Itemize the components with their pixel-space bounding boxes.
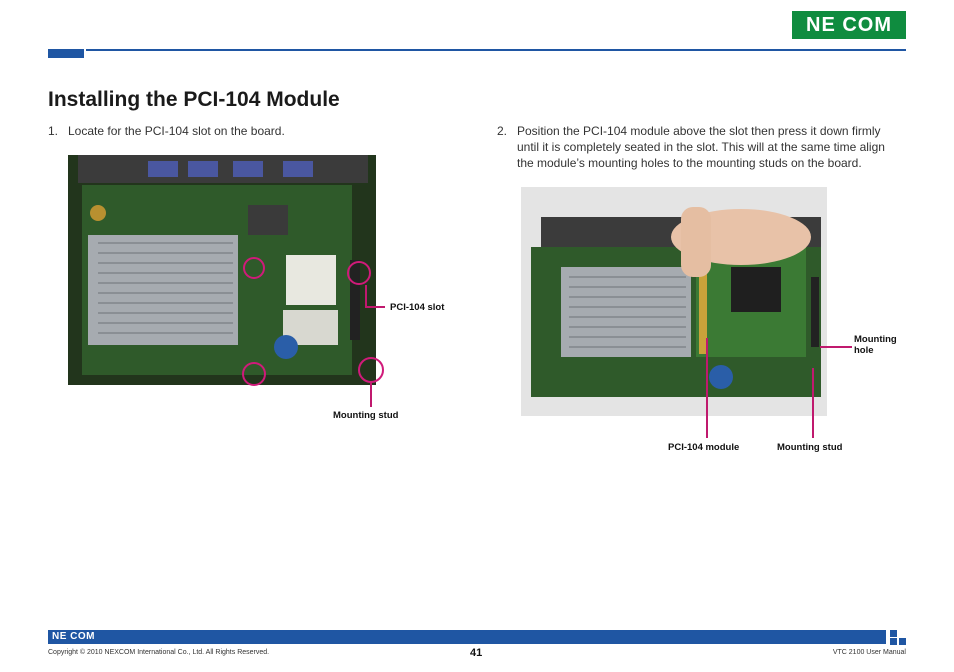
mounting-stud-marker xyxy=(358,357,384,383)
mounting-stud-marker xyxy=(243,257,265,279)
page-number: 41 xyxy=(470,647,483,659)
stud-leader-line xyxy=(812,368,814,438)
nexcom-logo xyxy=(792,11,906,39)
logo-text: NE COM xyxy=(806,13,892,36)
hole-leader-line xyxy=(820,346,852,348)
step-text-line-2: until it is completely seated in the slot. This will at the same time align xyxy=(517,140,885,154)
step-text-line-3: the module’s mounting holes to the mounting studs on the board. xyxy=(517,156,862,170)
step-number: 1. xyxy=(48,124,59,138)
footer-logo: NE COM xyxy=(52,631,95,642)
slot-leader-line xyxy=(365,306,385,308)
step-1 xyxy=(48,123,448,141)
header-rule xyxy=(86,49,906,51)
step-text-line-1: Position the PCI-104 module above the slot then press it down firmly xyxy=(517,124,881,138)
mounting-stud-label: Mounting stud xyxy=(777,442,843,453)
mounting-stud-marker xyxy=(242,362,266,386)
stud-leader-line xyxy=(370,383,372,407)
board-photo-pci104-slot xyxy=(68,155,376,385)
page-title: Installing the PCI-104 Module xyxy=(48,88,340,111)
footer-bar xyxy=(48,630,886,644)
step-text: Locate for the PCI-104 slot on the board. xyxy=(68,124,285,138)
mounting-stud-label: Mounting stud xyxy=(333,410,399,421)
module-illustration xyxy=(521,187,827,416)
footer-copyright: Copyright © 2010 NEXCOM International Co., Ltd. All Rights Reserved. xyxy=(48,649,270,656)
header-accent-block xyxy=(48,49,84,58)
footer-square xyxy=(899,638,906,645)
board-photo-module-install xyxy=(521,187,827,416)
step-2 xyxy=(497,123,917,173)
mounting-hole-label: Mounting hole xyxy=(854,334,897,356)
pci104-slot-label: PCI-104 slot xyxy=(390,302,445,313)
module-leader-line xyxy=(706,338,708,438)
mounting-stud-marker xyxy=(347,261,371,285)
board-illustration xyxy=(68,155,376,385)
footer-square xyxy=(890,638,897,645)
footer-square xyxy=(890,630,897,637)
step-number: 2. xyxy=(497,124,508,138)
pci104-module-label: PCI-104 module xyxy=(668,442,740,453)
manual-name: VTC 2100 User Manual xyxy=(832,649,906,656)
slot-leader-line xyxy=(365,285,367,307)
